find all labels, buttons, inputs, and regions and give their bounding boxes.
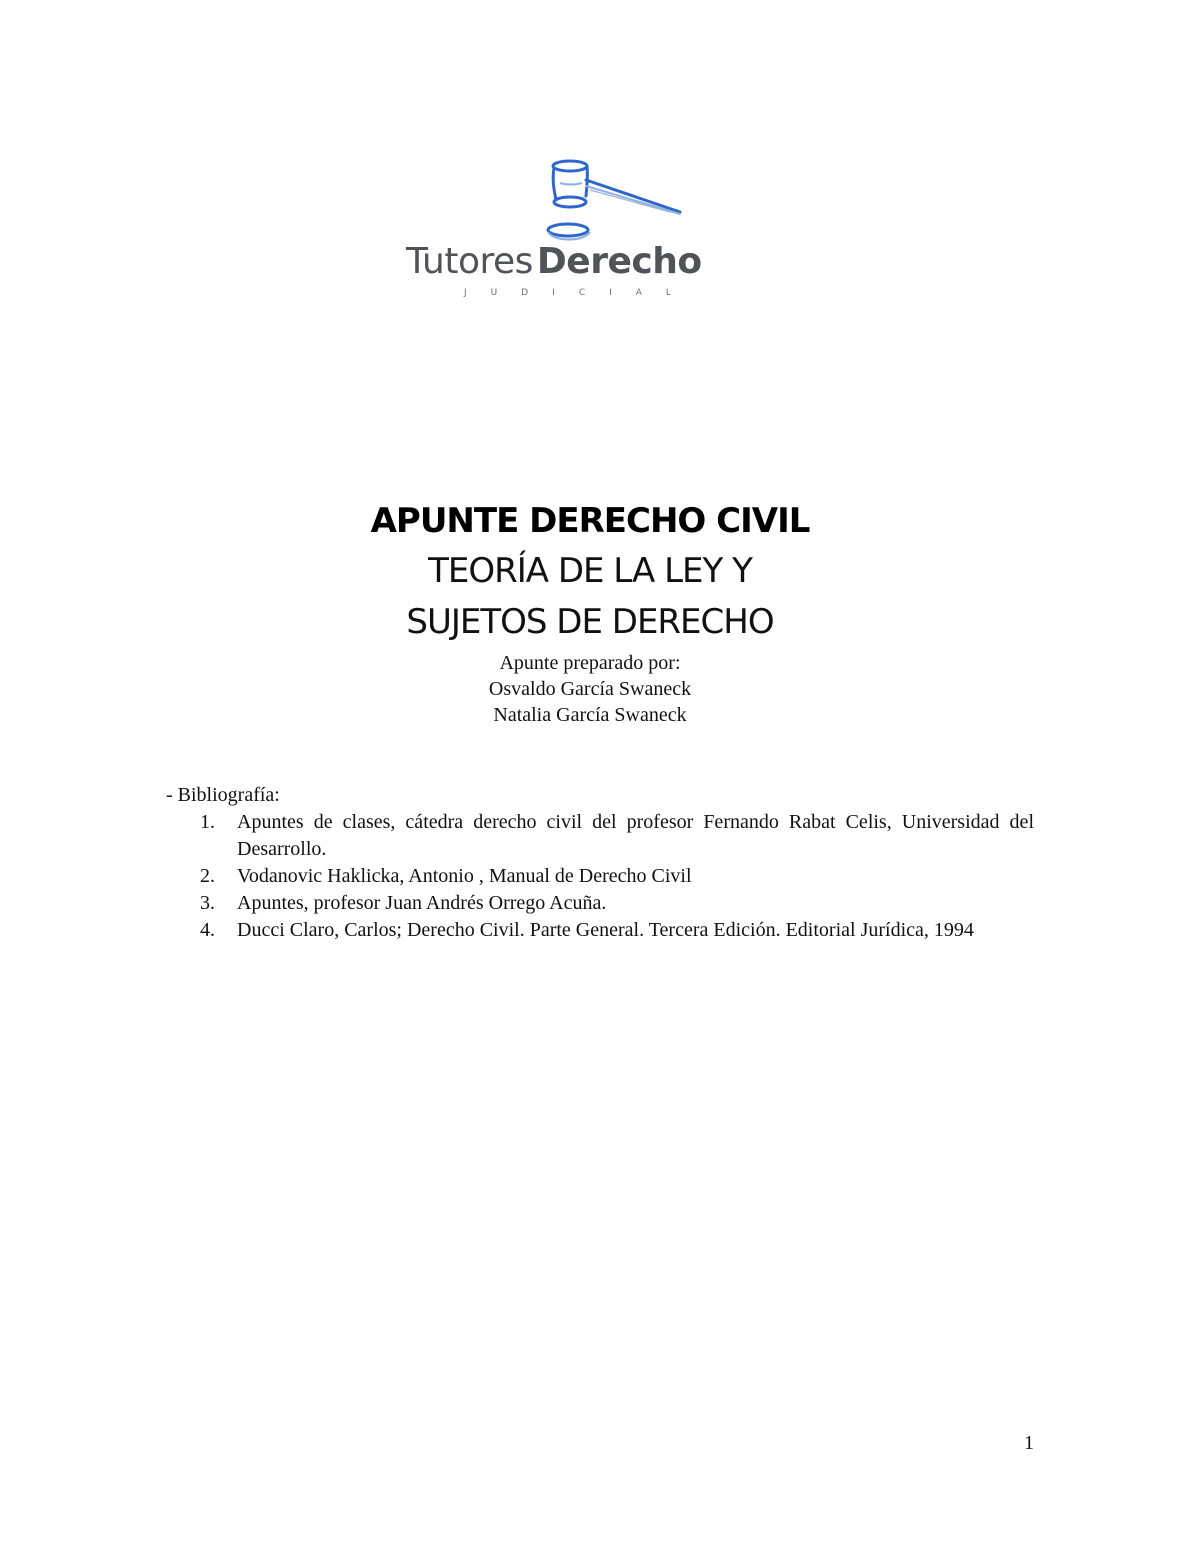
bibliography-item bbox=[166, 917, 1034, 944]
bibliography-item bbox=[166, 890, 1034, 917]
logo-brand-bold: Derecho bbox=[536, 241, 702, 282]
logo-subtitle: JUDICIAL bbox=[464, 288, 695, 298]
bibliography-item bbox=[166, 809, 1034, 863]
author-name: Osvaldo García Swaneck bbox=[488, 678, 692, 700]
bibliography-item-number: 3. bbox=[200, 892, 215, 914]
bibliography-item-text: Vodanovic Haklicka, Antonio , Manual de Derecho Civil bbox=[237, 865, 692, 887]
bibliography-item-text: Apuntes, profesor Juan Andrés Orrego Acuña. bbox=[237, 892, 607, 914]
title-block bbox=[200, 496, 980, 728]
document-title: APUNTE DERECHO CIVIL bbox=[370, 501, 810, 541]
bibliography-section bbox=[166, 782, 1034, 944]
tutores-derecho-logo bbox=[400, 150, 780, 310]
bibliography-item-text: Apuntes de clases, cátedra derecho civil del profesor Fernando Rabat Celis, Universidad del Desarrollo. bbox=[237, 811, 1034, 860]
logo-brand-light: Tutores bbox=[406, 241, 533, 282]
bibliography-item-text: Ducci Claro, Carlos; Derecho Civil. Parte General. Tercera Edición. Editorial Jurídica, 1994 bbox=[237, 919, 974, 941]
bibliography-heading: - Bibliografía: bbox=[166, 784, 280, 806]
prepared-by-label: Apunte preparado por: bbox=[499, 652, 681, 674]
bibliography-item-number: 2. bbox=[200, 865, 215, 887]
prepared-by bbox=[200, 650, 980, 728]
author-name: Natalia García Swaneck bbox=[493, 704, 687, 726]
document-subtitle-line-1: TEORÍA DE LA LEY Y bbox=[428, 551, 752, 591]
bibliography-item-number: 1. bbox=[200, 811, 215, 833]
document-subtitle-line-2: SUJETOS DE DERECHO bbox=[406, 602, 774, 642]
bibliography-list bbox=[166, 809, 1034, 944]
page-number: 1 bbox=[1024, 1432, 1034, 1454]
bibliography-item bbox=[166, 863, 1034, 890]
logo-wordmark bbox=[406, 240, 766, 284]
bibliography-item-number: 4. bbox=[200, 919, 215, 941]
